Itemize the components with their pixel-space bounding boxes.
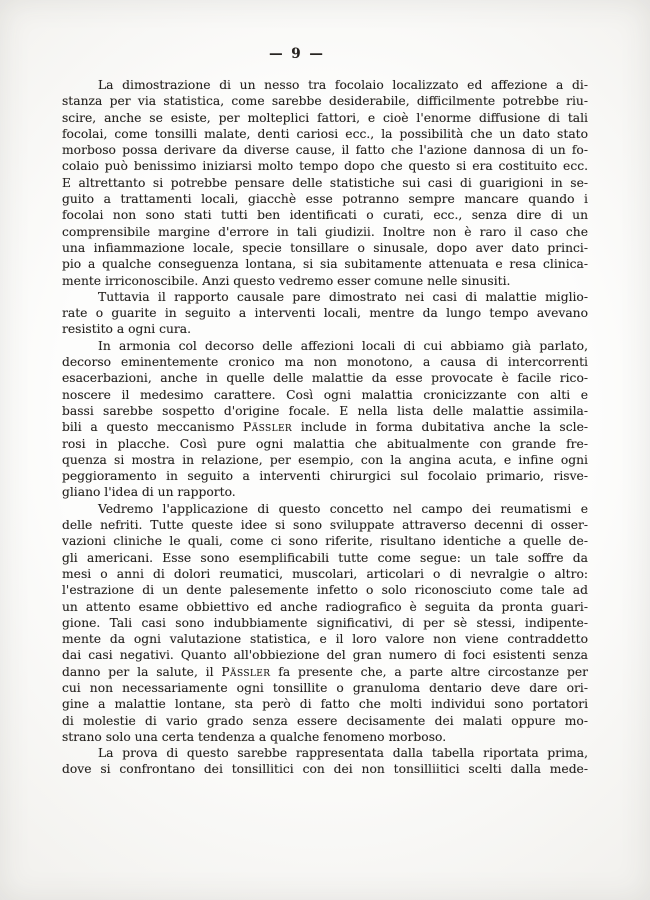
- text-line: quenza si mostra in relazione, per esempio, con la angina acuta, e infine ogni: [62, 452, 588, 467]
- text-line: stanza per via statistica, come sarebbe desiderabile, difficilmente potrebbe riu-: [62, 94, 588, 109]
- text-line: dai casi negativi. Quanto all'obbiezione del gran numero di foci esistenti senza: [62, 648, 588, 663]
- smallcaps-name: Pässler: [243, 420, 293, 435]
- text-line: gli americani. Esse sono esemplificabili tutte come segue: un tale soffre da: [62, 550, 588, 565]
- text-line: focolai, come tonsilli malate, denti cariosi ecc., la possibilità che un dato stato: [62, 126, 588, 141]
- text-line: strano solo una certa tendenza a qualche fenomeno morboso.: [62, 729, 447, 744]
- text-line: La prova di questo sarebbe rappresentata dalla tabella riportata prima,: [98, 746, 588, 761]
- text-line: di molestie di vario grado senza essere decisamente dei malati oppure mo-: [62, 713, 588, 728]
- text-line: danno per la salute, il Pässler fa presente che, a parte altre circostanze per: [62, 664, 588, 679]
- text-line: resistito a ogni cura.: [62, 322, 192, 337]
- text-line: peggioramento in seguito a interventi chirurgici sul focolaio primario, risve-: [62, 469, 588, 484]
- text-line: dove si confrontano dei tonsillitici con dei non tonsilliitici scelti dalla mede-: [62, 762, 588, 777]
- text-line: gine a malattie lontane, sta però di fatto che molti individui sono portatori: [62, 697, 588, 712]
- text-line: E altrettanto si potrebbe pensare delle statistiche sui casi di guarigioni in se-: [62, 175, 588, 190]
- paragraph: [62, 338, 588, 501]
- text-line: rosi in placche. Così pure ogni malattia che abitualmente con grande fre-: [62, 436, 588, 451]
- text-line: vazioni cliniche le quali, come ci sono riferite, risultano identiche a quelle de-: [62, 534, 588, 549]
- text-line: colaio può benissimo iniziarsi molto tempo dopo che questo si era costituito ecc.: [62, 159, 588, 174]
- text-line: gione. Tali casi sono indubbiamente significativi, di per sè stessi, indipente-: [62, 615, 588, 630]
- text-line: delle nefriti. Tutte queste idee si sono sviluppate attraverso decenni di osser-: [62, 518, 588, 533]
- text-line: scire, anche se esiste, per molteplici fattori, e cioè l'enorme diffusione di tali: [62, 110, 588, 125]
- page-number: — 9 —: [269, 46, 325, 62]
- text-line: comprensibile margine d'errore in tali giudizii. Inoltre non è raro il caso che: [62, 224, 588, 239]
- text-line: Tuttavia il rapporto causale pare dimostrato nei casi di malattie miglio-: [98, 289, 588, 304]
- paragraph: [62, 289, 588, 338]
- text-line: bassi sarebbe sospetto d'origine focale. E nella lista delle malattie assimila-: [62, 403, 588, 418]
- text-line: gliano l'idea di un rapporto.: [62, 485, 236, 500]
- text-line: pio a qualche conseguenza lontana, si sia subitamente attenuata e resa clinica-: [62, 257, 588, 272]
- text-line: Vedremo l'applicazione di questo concetto nel campo dei reumatismi e: [98, 501, 588, 516]
- text-line: l'estrazione di un dente palesemente infetto o solo riconosciuto come tale ad: [62, 583, 588, 598]
- paragraph: [62, 501, 588, 745]
- text-line: rate o guarite in seguito a interventi locali, mentre da lungo tempo avevano: [62, 306, 588, 321]
- text-line: guito a trattamenti locali, giacchè esse potranno sempre mancare quando i: [62, 192, 588, 207]
- text-line: mente irriconoscibile. Anzi questo vedremo esser comune nelle sinusiti.: [62, 273, 511, 288]
- paragraph: [62, 745, 588, 778]
- text-line: morboso possa derivare da diverse cause, il fatto che l'azione dannosa di un fo-: [62, 143, 588, 158]
- smallcaps-name: Pässler: [221, 664, 271, 679]
- text-line: focolai non sono stati tutti ben identificati o curati, ecc., senza dire di un: [62, 208, 588, 223]
- text-line: un attento esame obbiettivo ed anche radiografico è seguita da pronta guari-: [62, 599, 588, 614]
- text-line: decorso eminentemente cronico ma non monotono, a causa di intercorrenti: [62, 355, 588, 370]
- text-line: noscere il medesimo carattere. Così ogni malattia cronicizzante con alti e: [62, 387, 588, 402]
- text-line: bili a questo meccanismo Pässler include in forma dubitativa anche la scle-: [62, 420, 588, 435]
- text-line: esacerbazioni, anche in quelle delle malattie da esse provocate è facile rico-: [62, 371, 588, 386]
- text-line: La dimostrazione di un nesso tra focolaio localizzato ed affezione a di-: [98, 78, 588, 92]
- text-line: In armonia col decorso delle affezioni locali di cui abbiamo già parlato,: [98, 338, 588, 353]
- text-line: mesi o anni di dolori reumatici, muscolari, articolari o di nevralgie o altro:: [62, 566, 588, 581]
- text-block: [62, 77, 588, 778]
- text-line: mente da ogni valutazione statistica, e il loro valore non viene contraddetto: [62, 632, 588, 647]
- text-line: una infiammazione locale, specie tonsillare o sinusale, dopo aver dato princi-: [62, 240, 588, 255]
- text-line: cui non necessariamente ogni tonsillite o granuloma dentario deve dare ori-: [62, 680, 588, 695]
- paragraph: [62, 77, 588, 289]
